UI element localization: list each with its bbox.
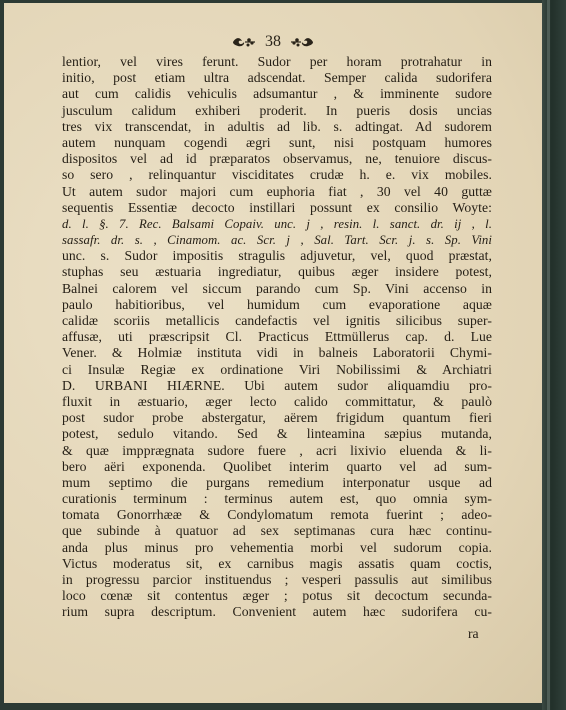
book-spine [542, 0, 566, 710]
text-line: d. l. §. 7. Rec. Balsami Copaiv. unc. j , resin. l. sanct. dr. ij , l. [62, 216, 492, 231]
text-line: que subinde à quatuor ad sex septimanas cura hæc continu- [62, 523, 492, 539]
text-line: tres vix transcendat, in adultis ad lib. s. adtingat. Ad sudorem [62, 118, 492, 134]
text-line: post sudor probe abstergatur, aërem frigidum quantum fieri [62, 410, 492, 426]
text-line: D. URBANI HIÆRNE. Ubi autem sudor aliquamdiu pro- [62, 377, 492, 393]
page-header [4, 33, 542, 53]
text-line: initio, post etiam ultra adscendat. Semper calida sudorifera [62, 70, 492, 86]
text-line: lentior, vel vires ferunt. Sudor per horam protrahatur in [62, 54, 492, 69]
text-line: Vener. & Holmiæ instituta vidi in balneis Laboratorii Chymi- [62, 345, 492, 361]
text-line: loco cœnæ sit contentus æger ; potus sit decoctum secunda- [62, 588, 492, 604]
fleuron-left-icon [231, 36, 257, 48]
text-line: ci Insulæ Regiæ ex ordinatione Viri Nobilissimi & Archiatri [62, 361, 492, 377]
text-line: autem nunquam cogendi ægri sunt, nisi postquam humores [62, 134, 492, 150]
text-line: tomata Gonorrhææ & Condylomatum remota fuerint ; adeo- [62, 507, 492, 523]
page-number: 38 [265, 33, 281, 50]
text-line: Victus moderatus sit, ex carnibus magis assatis quam coctis, [62, 555, 492, 571]
text-line: jusculum calidum exhiberi proderit. In pueris dosis uncias [62, 102, 492, 118]
text-line: paulo habitioribus, vel humidum cum evaporatione aquæ [62, 296, 492, 312]
text-line: sequentis Essentiæ decocto instillari possunt ex consilio Woyte: [62, 199, 492, 215]
text-line: unc. s. Sudor impositis stragulis adjuvetur, vel, quod præstat, [62, 248, 492, 264]
catchword: ra [468, 626, 479, 641]
text-line: bero aëri exponenda. Quolibet interim quarto vel ad sum- [62, 458, 492, 474]
text-line: dispositos vel ad id præparatos observamus, ne, tenuiore discus- [62, 151, 492, 167]
text-line: calidæ scoriis metallicis candefactis vel ignitis silicibus super- [62, 313, 492, 328]
text-line: so sero , relinquantur visciditates crudæ h. e. vix mobiles. [62, 167, 492, 183]
text-line: aut cum calidis vehiculis adsumantur , & imminente sudore [62, 86, 492, 102]
text-line: stuphas seu æstuaria ingrediatur, quibus æger insidere potest, [62, 264, 492, 280]
text-line: anda plus minus pro vehementia morbi vel sudorum copia. [62, 539, 492, 555]
text-line: Balnei calorem vel siccum parando cum Sp. Vini accenso in [62, 280, 492, 296]
text-line: affusæ, uti præscripsit Cl. Practicus Ettmüllerus cap. d. Lue [62, 329, 492, 345]
text-block [62, 54, 492, 621]
text-line: & quæ impprægnata sudore fuere , acri lixivio eluenda & li- [62, 442, 492, 458]
page-edge [547, 0, 550, 710]
text-line: mum septimo die purgans remedium interponatur usque ad [62, 474, 492, 490]
text-line: fluxit in æstuario, æger lecto calido committatur, & paulò [62, 393, 492, 409]
text-line: in progressu parcior instituendus ; vesperi passulis aut similibus [62, 572, 492, 587]
text-line: rium supra descriptum. Convenient autem hæc sudorifera cu- [62, 604, 492, 620]
text-line: curationis terminum : terminus autem est, quo omnia sym- [62, 491, 492, 507]
text-line: sassafr. dr. s. , Cinamom. ac. Scr. j , Sal. Tart. Scr. j. s. Sp. Vini [62, 233, 492, 248]
book-page [4, 3, 543, 703]
text-line: Ut autem sudor majori cum euphoria fiat , 30 vel 40 guttæ [62, 183, 492, 199]
fleuron-right-icon [289, 36, 315, 48]
text-line: potest, sedulo vitando. Sed & linteamina sæpius mutanda, [62, 426, 492, 442]
